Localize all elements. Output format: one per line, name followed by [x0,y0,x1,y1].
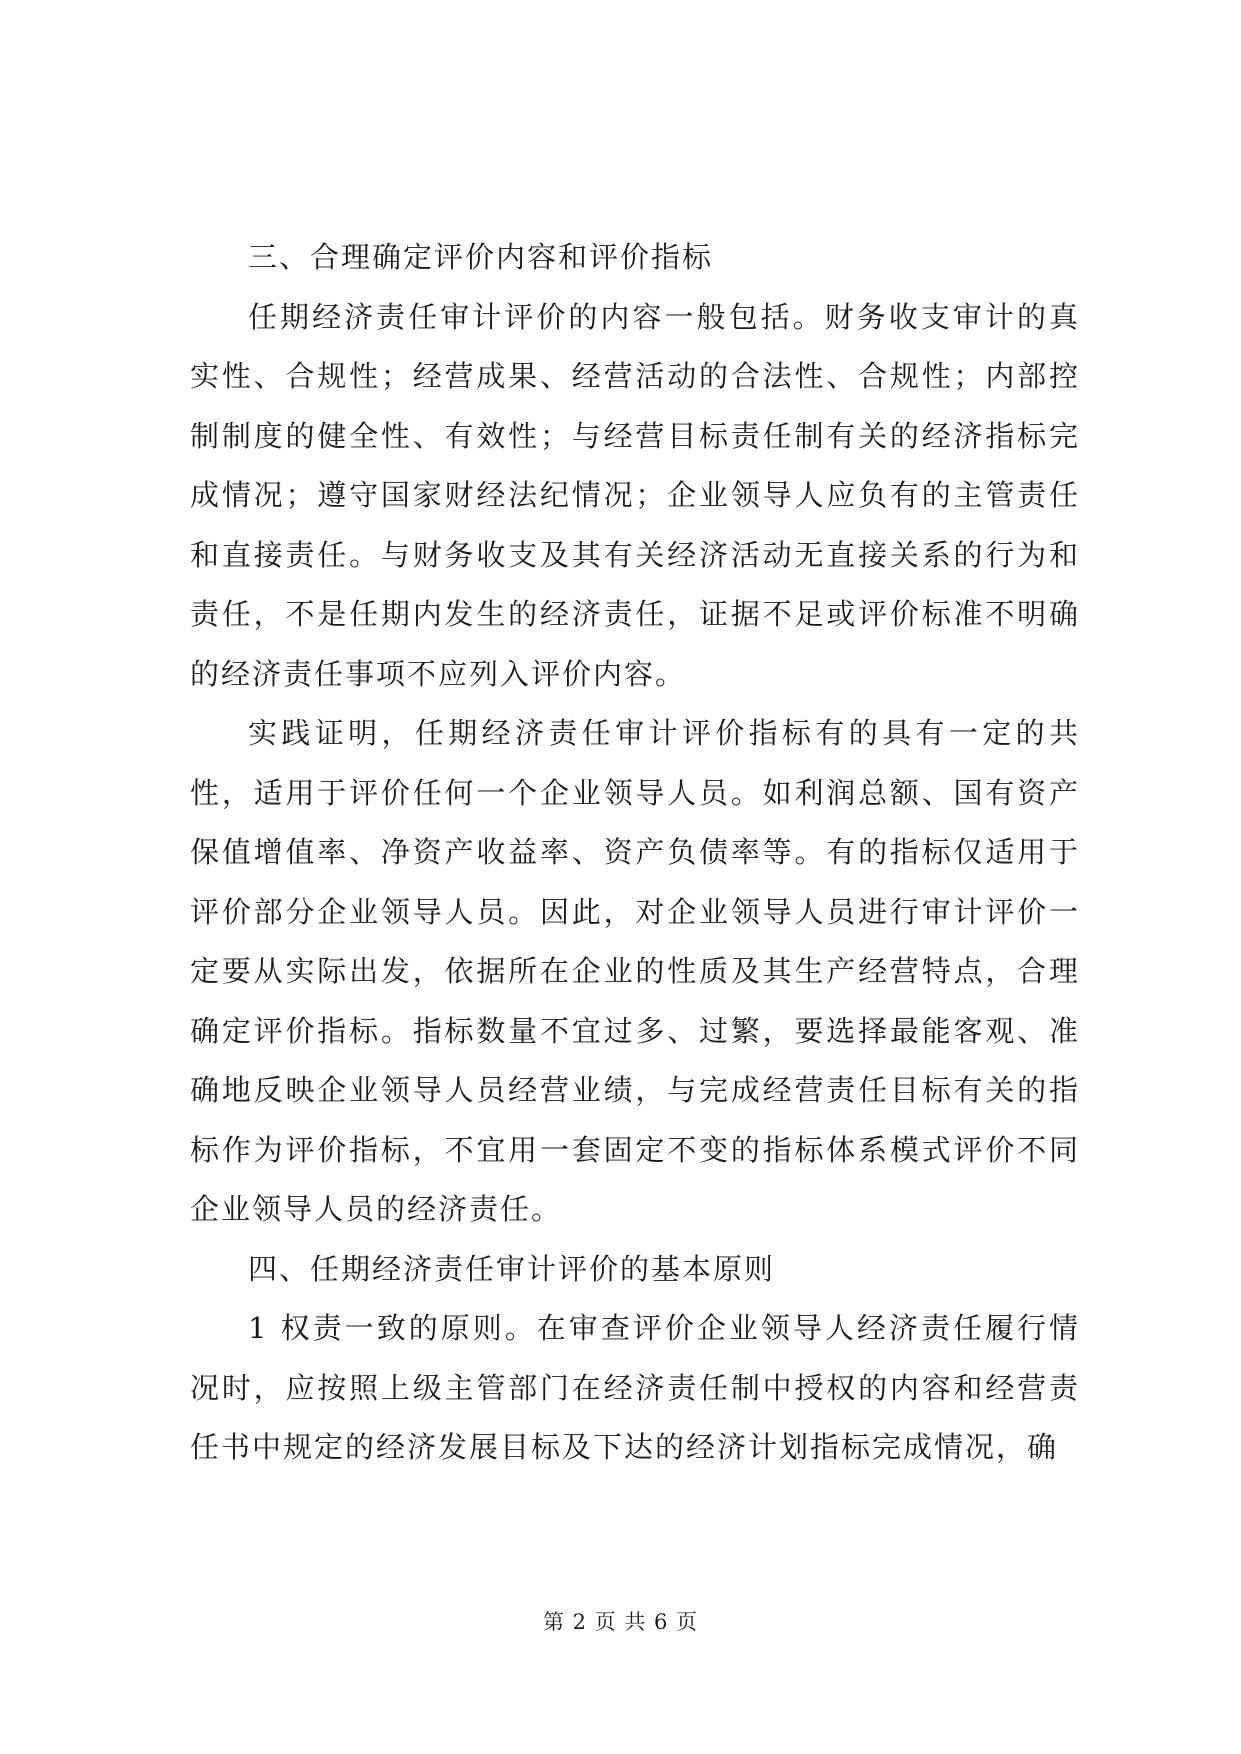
paragraph-evaluation-indicators: 实践证明，任期经济责任审计评价指标有的具有一定的共性，适用于评价任何一个企业领导人员。如利润总额、国有资产保值增值率、净资产收益率、资产负债率等。有的指标仅适用于评价部分企业领导人员。因此，对企业领导人员进行审计评价一定要从实际出发，依据所在企业的性质及其生产经营特点，合理确定评价指标。指标数量不宜过多、过繁，要选择最能客观、准确地反映企业领导人员经营业绩，与完成经营责任目标有关的指标作为评价指标，不宜用一套固定不变的指标体系模式评价不同企业领导人员的经济责任。 [190,716,1080,1226]
section-heading-3: 三、合理确定评价内容和评价指标 [248,240,714,274]
paragraph-evaluation-content: 任期经济责任审计评价的内容一般包括。财务收支审计的真实性、合规性；经营成果、经营活动的合法性、合规性；内部控制制度的健全性、有效性；与经营目标责任制有关的经济指标完成情况；遵守国家财经法纪情况；企业领导人应负有的主管责任和直接责任。与财务收支及其有关经济活动无直接关系的行为和责任，不是任期内发生的经济责任，证据不足或评价标准不明确的经济责任事项不应列入评价内容。 [190,299,1080,691]
section-heading-4: 四、任期经济责任审计评价的基本原则 [248,1251,776,1286]
document-body [190,228,1080,1478]
paragraph-principle-1: 1 权责一致的原则。在审查评价企业领导人经济责任履行情况时，应按照上级主管部门在经济责任制中授权的内容和经营责任书中规定的经济发展目标及下达的经济计划指标完成情况，确 [190,1311,1080,1464]
page-footer: 第 2 页 共 6 页 [542,1610,699,1634]
